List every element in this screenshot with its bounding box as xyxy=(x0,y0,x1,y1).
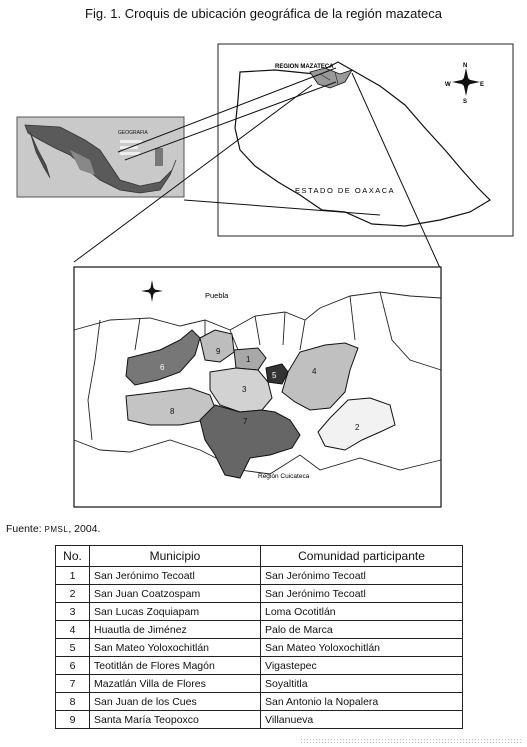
puebla-label: Puebla xyxy=(205,291,229,300)
zone-label-2: 2 xyxy=(355,423,360,432)
row-number: 2 xyxy=(56,585,90,603)
row-municipio: San Juan de los Cues xyxy=(90,693,261,711)
compass-e-label: E xyxy=(480,82,485,88)
row-comunidad: San Antonio la Nopalera xyxy=(261,693,463,711)
row-comunidad: Villanueva xyxy=(261,711,463,729)
row-number: 5 xyxy=(56,639,90,657)
source-org: PMSL xyxy=(44,525,69,534)
row-municipio: San Lucas Zoquiapam xyxy=(90,603,261,621)
table-row xyxy=(56,567,463,585)
zone-label-7: 7 xyxy=(243,417,248,426)
mazateca-detail-map xyxy=(74,267,441,507)
row-number: 3 xyxy=(56,603,90,621)
source-note xyxy=(6,523,100,535)
estado-oaxaca-label: ESTADO DE OAXACA xyxy=(295,186,396,195)
zone-label-9: 9 xyxy=(216,347,221,356)
mexico-overview-map xyxy=(17,117,184,197)
table-row xyxy=(56,639,463,657)
row-comunidad: Vigastepec xyxy=(261,657,463,675)
table-row xyxy=(56,711,463,729)
header-comunidad: Comunidad participante xyxy=(261,546,463,567)
compass-s-label: S xyxy=(463,99,468,105)
dotted-footer-band xyxy=(300,738,522,745)
table-row xyxy=(56,693,463,711)
zone-label-3: 3 xyxy=(242,385,247,394)
mexico-legend-title: GEOGRAFIA xyxy=(118,130,148,136)
zone-label-1: 1 xyxy=(246,355,251,364)
region-mazateca-label: REGION MAZATECA xyxy=(275,64,334,70)
municipality-table xyxy=(55,545,463,729)
row-number: 9 xyxy=(56,711,90,729)
figure-title: Fig. 1. Croquis de ubicación geográfica de la región mazateca xyxy=(85,6,442,21)
row-municipio: Santa María Teopoxco xyxy=(90,711,261,729)
header-no: No. xyxy=(56,546,90,567)
source-suffix: , 2004. xyxy=(68,523,101,535)
row-number: 1 xyxy=(56,567,90,585)
row-comunidad: San Jerónimo Tecoatl xyxy=(261,585,463,603)
row-comunidad: Loma Ocotitlán xyxy=(261,603,463,621)
table-header-row xyxy=(56,546,463,567)
row-municipio: Mazatlán Villa de Flores xyxy=(90,675,261,693)
zone-label-8: 8 xyxy=(170,407,175,416)
zone-label-6: 6 xyxy=(160,363,165,372)
row-municipio: San Jerónimo Tecoatl xyxy=(90,567,261,585)
table-row xyxy=(56,657,463,675)
table-row xyxy=(56,621,463,639)
oaxaca-state-map xyxy=(218,44,513,236)
zone-label-4: 4 xyxy=(312,367,317,376)
header-municipio: Municipio xyxy=(90,546,261,567)
row-municipio: San Mateo Yoloxochitlán xyxy=(90,639,261,657)
row-municipio: Teotitlán de Flores Magón xyxy=(90,657,261,675)
row-number: 4 xyxy=(56,621,90,639)
source-prefix: Fuente: xyxy=(6,523,45,535)
row-number: 6 xyxy=(56,657,90,675)
zone-label-5: 5 xyxy=(272,371,277,380)
row-comunidad: Palo de Marca xyxy=(261,621,463,639)
row-comunidad: Soyaltitla xyxy=(261,675,463,693)
row-comunidad: San Mateo Yoloxochitlán xyxy=(261,639,463,657)
row-municipio: San Juan Coatzospam xyxy=(90,585,261,603)
row-number: 8 xyxy=(56,693,90,711)
compass-w-label: W xyxy=(445,82,451,88)
row-municipio: Huautla de Jiménez xyxy=(90,621,261,639)
compass-n-label: N xyxy=(463,63,468,69)
table-row xyxy=(56,675,463,693)
row-number: 7 xyxy=(56,675,90,693)
table-row xyxy=(56,585,463,603)
row-comunidad: San Jerónimo Tecoatl xyxy=(261,567,463,585)
table-row xyxy=(56,603,463,621)
region-cuicateca-label: Región Cuicateca xyxy=(258,473,310,480)
